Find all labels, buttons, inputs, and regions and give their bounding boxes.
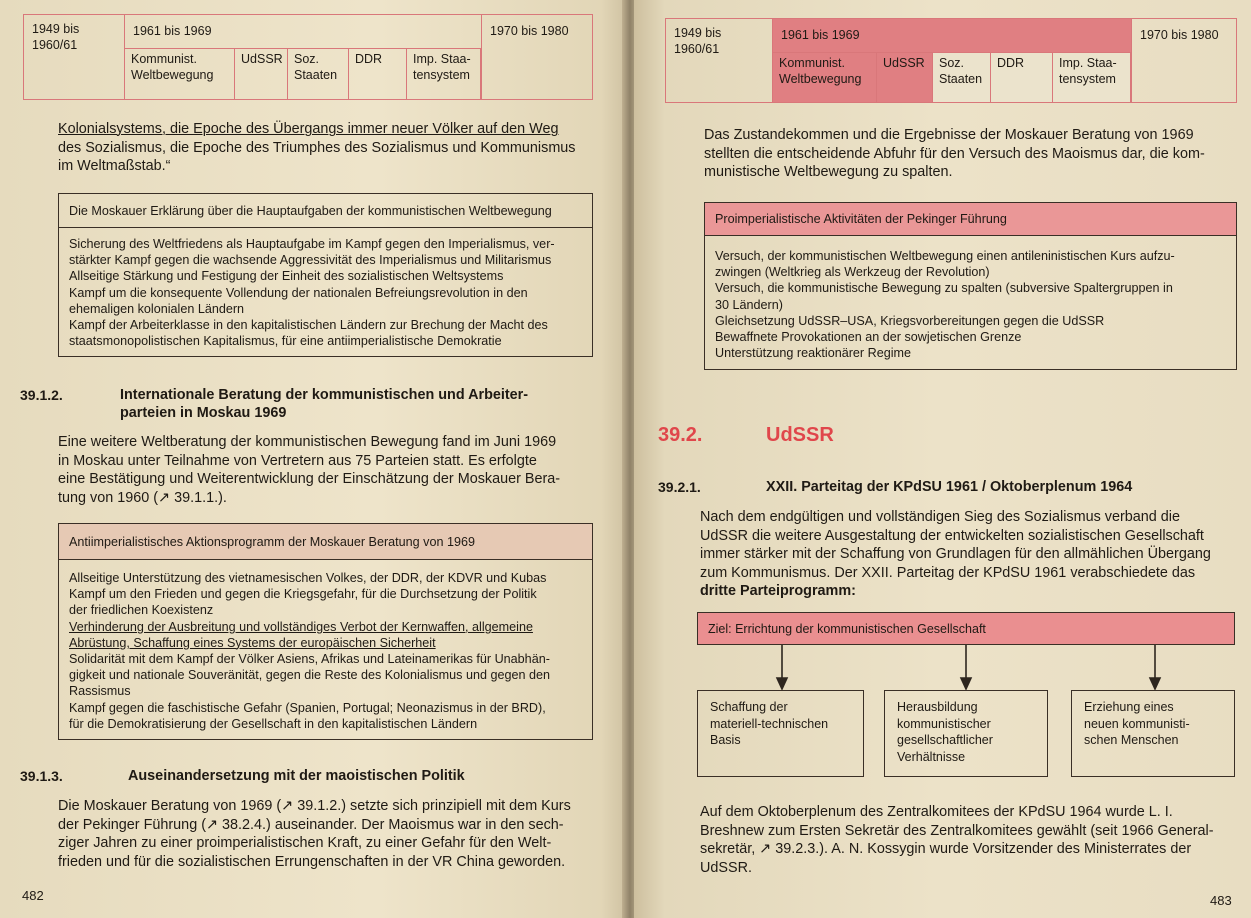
- box-line: Kampf um den Frieden und gegen die Kriegsgefahr, für die Durchsetzung der Politik: [69, 587, 537, 602]
- timeline-col1-line1: 1949 bis: [32, 22, 80, 36]
- timeline-sub-imp: [407, 48, 481, 99]
- box-line: Rassismus: [69, 684, 131, 699]
- sub-line: Staaten: [939, 72, 983, 87]
- section-number-39-1-3: [20, 768, 63, 784]
- text-line: zum Kommunismus. Der XXII. Parteitag der KPdSU 1961 verabschiedete das: [700, 564, 1196, 581]
- section-number-text: 39.1.2.: [20, 387, 63, 403]
- dbox-line: schen Menschen: [1084, 733, 1179, 747]
- box-body: [59, 560, 592, 740]
- timeline-sub-komm: [125, 48, 235, 99]
- box-line: staatsmonopolistischen Kapitalismus, für eine antiimperialistische Demokratie: [69, 334, 502, 349]
- box-line: Bewaffnete Provokationen an der sowjetischen Grenze: [715, 330, 1022, 345]
- timeline-sub-ddr: [349, 48, 407, 99]
- text-line: in Moskau unter Teilnahme von Vertretern aus 75 Parteien statt. Es erfolgte: [58, 452, 537, 469]
- right-page: [634, 0, 1251, 918]
- text-line: dritte Parteiprogramm:: [700, 583, 856, 599]
- sub-line: Staaten: [294, 68, 338, 83]
- sub-line: Soz.: [294, 52, 320, 66]
- sub-line: Imp. Staa-: [1059, 56, 1117, 70]
- box-line: gigkeit und nationale Souveränität, gegen die Reste des Kolonialismus und gegen den: [69, 668, 551, 683]
- page-number-text: 483: [1210, 893, 1232, 908]
- box-line: ehemaligen kolonialen Ländern: [69, 301, 245, 316]
- section-number-text: 39.1.3.: [20, 768, 63, 784]
- sub-line: Imp. Staa-: [413, 52, 471, 66]
- box-line: Kampf um die konsequente Vollendung der nationalen Befreiungsrevolution in den: [69, 285, 528, 300]
- diagram-goal-text: Ziel: Errichtung der kommunistischen Gesellschaft: [708, 621, 986, 636]
- text-line: Die Moskauer Beratung von 1969 (↗ 39.1.2.) setzte sich prinzipiell mit dem Kurs: [58, 798, 571, 814]
- dbox-line: neuen kommunisti-: [1084, 716, 1190, 731]
- box-moskauer-erklaerung: [58, 193, 593, 357]
- box-aktionsprogramm: [58, 523, 593, 740]
- text-line: sekretär, ↗ 39.2.3.). A. N. Kossygin wurde Vorsitzender des Ministerrates der: [700, 841, 1192, 857]
- sub-line: tensystem: [413, 68, 470, 83]
- box-title-text: Die Moskauer Erklärung über die Hauptaufgaben der kommunistischen Weltbewegung: [69, 203, 552, 218]
- box-line: stärkter Kampf gegen die wachsende Aggressivität des Imperialismus und Militarismus: [69, 253, 552, 268]
- sub-line: DDR: [355, 52, 383, 66]
- text-line: munistische Weltbewegung zu spalten.: [704, 164, 953, 180]
- box-title-text: Proimperialistische Aktivitäten der Pekinger Führung: [715, 212, 1007, 226]
- left-intro-paragraph: [58, 120, 593, 176]
- text-line: stellten die entscheidende Abfuhr für den Versuch des Maoismus dar, die kom-: [704, 145, 1205, 162]
- text-line: im Weltmaßstab.“: [58, 158, 171, 174]
- timeline-sub-udssr: [235, 48, 288, 99]
- box-line: zwingen (Weltkrieg als Werkzeug der Revolution): [715, 265, 990, 280]
- text-line: tung von 1960 (↗ 39.1.1.).: [58, 489, 227, 506]
- text-line: Eine weitere Weltberatung der kommunistischen Bewegung fand im Juni 1969: [58, 434, 557, 450]
- box-line: Abrüstung, Schaffung eines Systems der europäischen Sicherheit: [69, 635, 436, 650]
- sub-line: Soz.: [939, 56, 965, 70]
- box-title: [59, 524, 592, 560]
- timeline-col3-label: 1970 bis 1980: [1140, 28, 1219, 42]
- timeline-col-1970: [481, 15, 592, 99]
- page-number-text: 482: [22, 888, 44, 903]
- box-line: Kampf gegen die faschistische Gefahr (Spanien, Portugal; Neonazismus in der BRD),: [69, 700, 546, 715]
- dbox-line: gesellschaftlicher: [897, 733, 993, 747]
- box-line: Allseitige Unterstützung des vietnamesischen Volkes, der DDR, der KDVR und Kubas: [69, 571, 547, 585]
- dbox-line: kommunistischer: [897, 716, 991, 731]
- sub-line: Kommunist.: [779, 56, 845, 70]
- dbox-line: Verhältnisse: [897, 749, 966, 764]
- dbox-line: Erziehung eines: [1084, 700, 1174, 714]
- arrowhead-2: [961, 678, 971, 689]
- box-line: Allseitige Stärkung und Festigung der Einheit des sozialistischen Weltsystems: [69, 269, 504, 284]
- title-line: Auseinandersetzung mit der maoistischen Politik: [128, 768, 465, 784]
- section-title-39-1-3: [128, 767, 588, 785]
- left-timeline: [23, 14, 593, 100]
- box-title-text: Antiimperialistisches Aktionsprogramm der Moskauer Beratung von 1969: [69, 534, 475, 549]
- box-line: Verhinderung der Ausbreitung und vollständiges Verbot der Kernwaffen, allgemeine: [69, 619, 533, 634]
- arrowhead-1: [777, 678, 787, 689]
- box-line: Sicherung des Weltfriedens als Hauptaufgabe im Kampf gegen den Imperialismus, ver-: [69, 237, 555, 251]
- sub-line: Weltbewegung: [131, 68, 214, 83]
- box-line: für die Demokratisierung der Gesellschaft in den kapitalistischen Ländern: [69, 716, 478, 731]
- title-line: parteien in Moskau 1969: [120, 405, 287, 421]
- text-line: immer stärker mit der Schaffung von Grundlagen für den allmählichen Übergang: [700, 546, 1211, 562]
- box-title: [59, 194, 592, 228]
- sub-line: Weltbewegung: [779, 72, 862, 87]
- text-line: Nach dem endgültigen und vollständigen Sieg des Sozialismus verband die: [700, 509, 1180, 525]
- sub-line: DDR: [997, 56, 1025, 70]
- box-line: Kampf der Arbeiterklasse in den kapitalistischen Ländern zur Brechung der Macht des: [69, 318, 548, 333]
- text-line: Kolonialsystems, die Epoche des Übergangs immer neuer Völker auf den Weg: [58, 121, 559, 137]
- section-title-39-1-2: [120, 386, 590, 422]
- text-line: Das Zustandekommen und die Ergebnisse der Moskauer Beratung von 1969: [704, 127, 1194, 143]
- arrowhead-3: [1150, 678, 1160, 689]
- dbox-line: Herausbildung: [897, 700, 978, 714]
- box-line: 30 Ländern): [715, 297, 783, 312]
- text-line: UdSSR.: [700, 859, 752, 876]
- text-line: des Sozialismus, die Epoche des Triumphes des Sozialismus und Kommunismus: [58, 139, 576, 156]
- text-line: UdSSR die weitere Ausgestaltung der entwickelten sozialistischen Gesellschaft: [700, 527, 1204, 544]
- right-paragraph-oktoberplenum: [700, 803, 1237, 877]
- left-paragraph-weltberatung: [58, 433, 593, 507]
- timeline-col2-label: 1961 bis 1969: [781, 28, 860, 42]
- box-line: Solidarität mit dem Kampf der Völker Asiens, Afrikas und Lateinamerikas für Unabhän-: [69, 652, 550, 667]
- sub-line: UdSSR: [883, 56, 925, 70]
- box-line: Gleichsetzung UdSSR–USA, Kriegsvorbereitungen gegen die UdSSR: [715, 313, 1105, 328]
- timeline-col2-label: 1961 bis 1969: [133, 24, 212, 38]
- box-body: [59, 228, 592, 357]
- diagram-box-verhaeltnisse: [884, 690, 1048, 777]
- section-title-text: UdSSR: [766, 424, 834, 446]
- section-number-39-1-2: [20, 387, 63, 403]
- dbox-line: materiell-technischen: [710, 716, 829, 731]
- text-line: ziger Jahren zu einer proimperialistischen Kraft, zu einer Gefahr für den Welt-: [58, 835, 552, 851]
- text-line: Auf dem Oktoberplenum des Zentralkomitees der KPdSU 1964 wurde L. I.: [700, 804, 1173, 820]
- text-line: frieden und für die sozialistischen Errungenschaften in der VR China geworden.: [58, 853, 566, 870]
- timeline-col1-line1: 1949 bis: [674, 26, 722, 40]
- section-number-text: 39.2.: [658, 424, 703, 446]
- text-line: Breshnew zum Ersten Sekretär des Zentralkomitees gewählt (seit 1966 General-: [700, 822, 1214, 839]
- left-paragraph-maoismus: [58, 797, 598, 871]
- dbox-line: Basis: [710, 733, 741, 747]
- box-line: Unterstützung reaktionärer Regime: [715, 346, 911, 361]
- timeline-col1-line2: 1960/61: [32, 38, 78, 53]
- title-line: XXII. Parteitag der KPdSU 1961 / Oktoberplenum 1964: [766, 479, 1133, 495]
- dbox-line: Schaffung der: [710, 700, 788, 714]
- timeline-col-1961: [125, 15, 481, 48]
- sub-line: Kommunist.: [131, 52, 197, 66]
- timeline-col3-label: 1970 bis 1980: [490, 24, 569, 38]
- box-line: der friedlichen Koexistenz: [69, 603, 214, 618]
- text-line: der Pekinger Führung (↗ 38.2.4.) auseinander. Der Maoismus war in den sech-: [58, 816, 564, 833]
- timeline-col-1949: [24, 15, 125, 99]
- diagram-box-erziehung: [1071, 690, 1235, 777]
- box-line: Versuch, die kommunistische Bewegung zu spalten (subversive Spaltergruppen in: [715, 281, 1173, 296]
- sub-line: tensystem: [1059, 72, 1116, 87]
- diagram-box-basis: [697, 690, 864, 777]
- section-number-text: 39.2.1.: [658, 479, 701, 495]
- page-number-left: [22, 888, 44, 903]
- box-line: Versuch, der kommunistischen Weltbewegung einen antileninistischen Kurs aufzu-: [715, 249, 1175, 263]
- title-line: Internationale Beratung der kommunistischen und Arbeiter-: [120, 387, 529, 403]
- sub-line: UdSSR: [241, 52, 283, 66]
- timeline-col1-line2: 1960/61: [674, 42, 720, 57]
- timeline-sub-soz: [288, 48, 349, 99]
- page-number-right: [1210, 893, 1232, 908]
- diagram-arrows: [634, 0, 1251, 918]
- text-line: eine Bestätigung und Weiterentwicklung der Einschätzung der Moskauer Bera-: [58, 471, 561, 487]
